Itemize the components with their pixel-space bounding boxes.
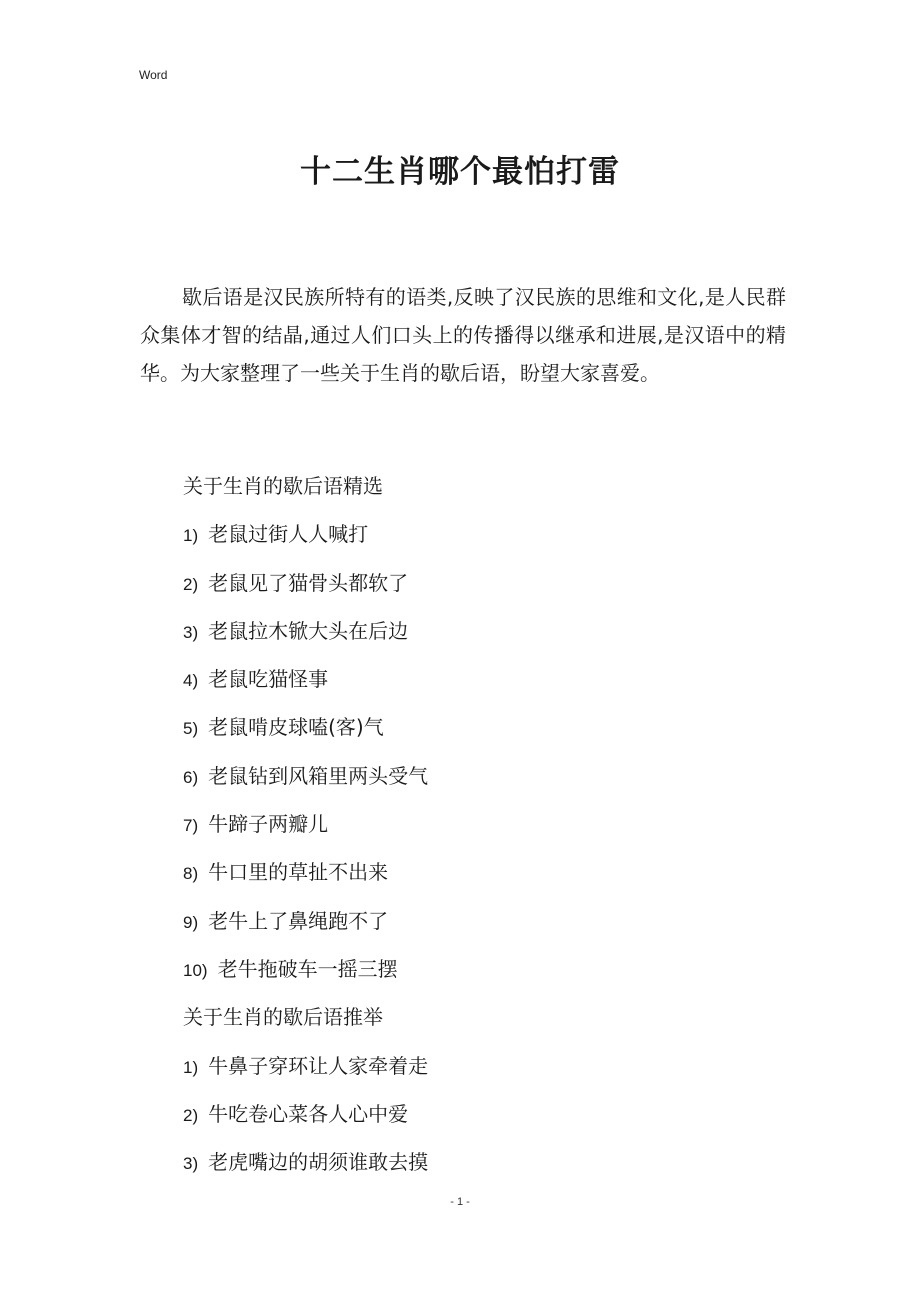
- list-item: [183, 711, 803, 759]
- section-heading: 关于生肖的歇后语精选: [183, 474, 383, 498]
- item-number: 6): [183, 767, 199, 787]
- item-text: 牛吃卷心菜各人心中爱: [208, 1101, 409, 1126]
- item-number: 7): [183, 816, 199, 836]
- item-text: 老鼠啃皮球嗑(客)气: [208, 715, 384, 740]
- item-number: 2): [183, 574, 199, 594]
- item-text: 老鼠过街人人喊打: [208, 522, 369, 547]
- item-text: 老鼠钻到风箱里两头受气: [208, 763, 429, 788]
- list-item: [183, 1146, 803, 1194]
- list-item: [183, 953, 803, 1001]
- item-number: 8): [183, 864, 199, 884]
- item-text: 老虎嘴边的胡须谁敢去摸: [208, 1150, 429, 1175]
- item-number: 3): [183, 622, 199, 642]
- item-text: 老鼠见了猫骨头都软了: [208, 570, 409, 595]
- item-number: 2): [183, 1105, 199, 1125]
- item-text: 牛口里的草扯不出来: [208, 860, 389, 885]
- list-item: [183, 567, 803, 615]
- header-label: Word: [139, 68, 168, 82]
- item-text: 老鼠吃猫怪事: [208, 667, 329, 692]
- item-text: 牛鼻子穿环让人家牵着走: [208, 1053, 429, 1078]
- list-item: [183, 518, 803, 566]
- item-text: 老鼠拉木锨大头在后边: [208, 618, 409, 643]
- document-title: 十二生肖哪个最怕打雷: [300, 154, 620, 190]
- list-item: [183, 1050, 803, 1098]
- item-number: 4): [183, 671, 199, 691]
- section-heading: 关于生肖的歇后语推举: [183, 1005, 383, 1030]
- content-list: [183, 470, 803, 1194]
- item-number: 9): [183, 912, 199, 932]
- list-item: [183, 615, 803, 663]
- list-item: [183, 663, 803, 711]
- page-number: - 1 -: [450, 1196, 470, 1208]
- item-text: 老牛拖破车一摇三摆: [217, 956, 398, 981]
- list-item: [183, 808, 803, 856]
- item-number: 1): [183, 526, 199, 546]
- list-item: [183, 905, 803, 953]
- item-text: 牛蹄子两瓣儿: [208, 812, 329, 837]
- intro-paragraph: 歇后语是汉民族所特有的语类,反映了汉民族的思维和文化,是人民群众集体才智的结晶,通过人们口头上的传播得以继承和进展,是汉语中的精华。为大家整理了一些关于生肖的歇后语，盼望大家喜爱。: [140, 285, 786, 385]
- item-number: 1): [183, 1057, 199, 1077]
- item-number: 3): [183, 1154, 199, 1174]
- list-item: [183, 760, 803, 808]
- item-number: 5): [183, 719, 199, 739]
- item-text: 老牛上了鼻绳跑不了: [208, 908, 389, 933]
- item-number: 10): [183, 960, 208, 980]
- list-item: [183, 856, 803, 904]
- list-item: [183, 1098, 803, 1146]
